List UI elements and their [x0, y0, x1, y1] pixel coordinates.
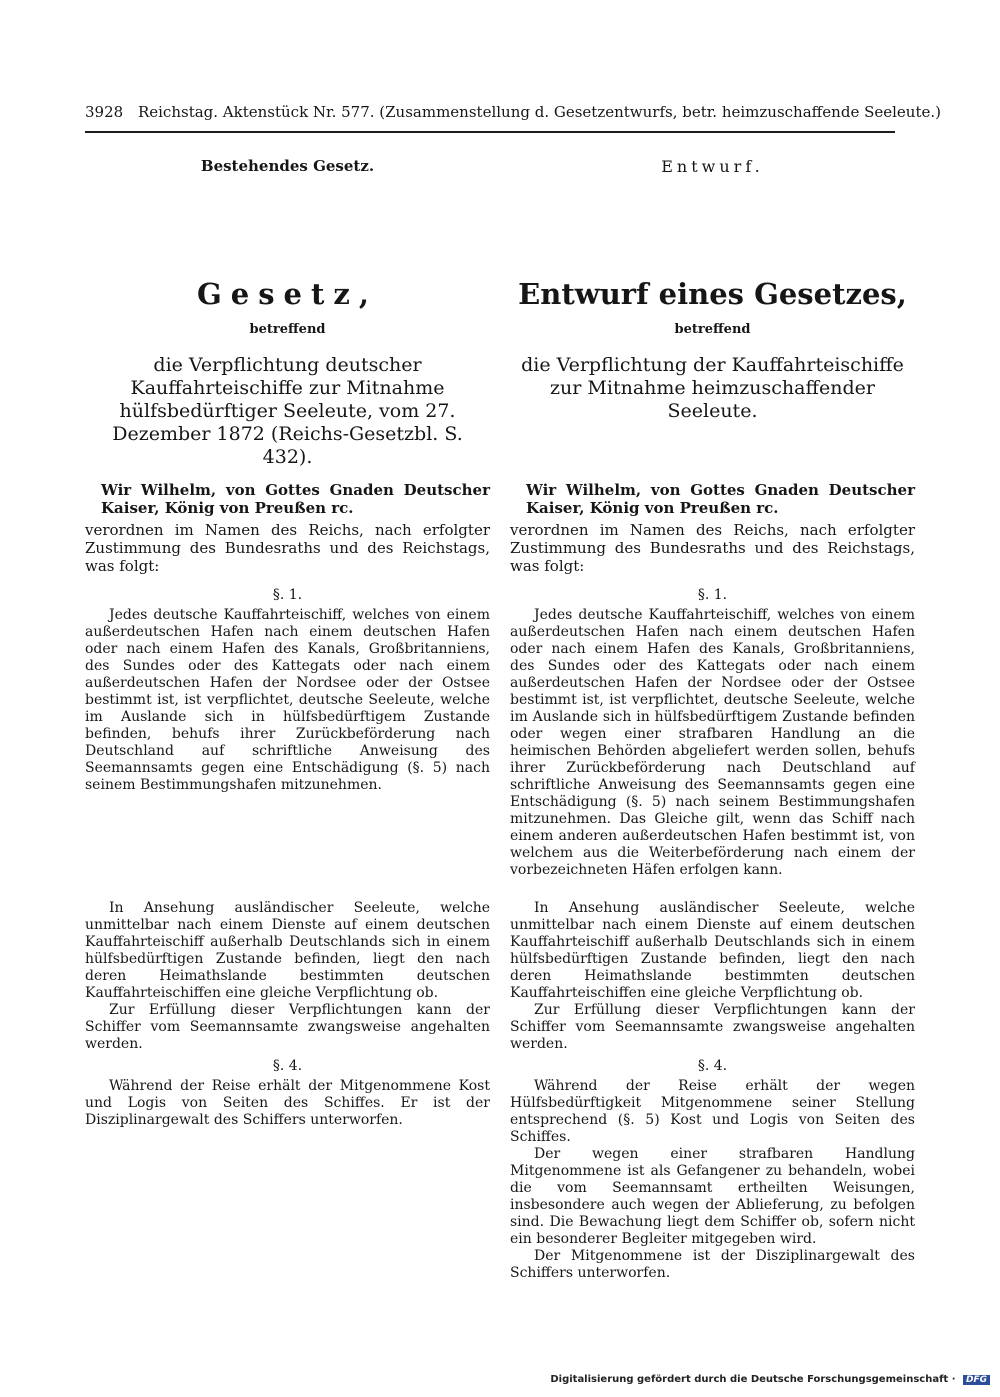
right-sec4-heading: §. 4. — [697, 1058, 728, 1074]
credit-text: Digitalisierung gefördert durch die Deutsche Forschungsgemeinschaft · — [550, 1374, 956, 1385]
right-sec4-paragraph-1: Während der Reise erhält der wegen Hülfsbedürftigkeit Mitgenommene seiner Stellung entsprechend (§. 5) Kost und Logis von Seiten des Schiffes. — [510, 1078, 915, 1145]
right-sec1-body-2 — [510, 900, 915, 1053]
right-sec1-heading: §. 1. — [697, 587, 728, 603]
left-sec4-paragraph-1: Während der Reise erhält der Mitgenommene Kost und Logis von Seiten des Schiffes. Er ist der Disziplinargewalt des Schiffers unterworfen. — [85, 1078, 490, 1128]
left-preamble-first: Wir Wilhelm, von Gottes Gnaden Deutscher Kaiser, König von Preußen rc. — [101, 481, 490, 517]
right-sec4-paragraph-2: Der wegen einer strafbaren Handlung Mitgenommene ist als Gefangener zu behandeln, wobei die vom Seemannsamt ertheilten Weisungen, insbesondere auch wegen der Ablieferung, zu befolgen sind. Die Bewachung liegt dem Schiffer ob, sofern nicht ein besonderer Begleiter mitgegeben wird. — [510, 1146, 915, 1247]
right-betreffend: betreffend — [674, 322, 751, 337]
left-sec1-body — [85, 607, 490, 794]
left-betreffend: betreffend — [249, 322, 326, 337]
left-title: Gesetz, — [197, 277, 378, 311]
left-sec4-heading: §. 4. — [272, 1058, 303, 1074]
right-sec1-paragraph-3: Zur Erfüllung dieser Verpflichtungen kann der Schiffer vom Seemannsamte zwangsweise angehalten werden. — [510, 1002, 915, 1052]
left-sec1-body-2 — [85, 900, 490, 1053]
right-column-heading: Entwurf. — [661, 157, 764, 176]
right-preamble — [510, 481, 915, 575]
running-header — [85, 103, 941, 121]
page-number: 3928 — [85, 103, 124, 121]
right-title: Entwurf eines Gesetzes, — [518, 277, 907, 311]
right-sec1-paragraph-2: In Ansehung ausländischer Seeleute, welche unmittelbar nach einem Dienste auf einem deutschen Kauffahrteischiff außerhalb Deutschlands sich in einem hülfsbedürftigen Zustande befinden, liegt den nach deren Heimathslande bestimmten deutschen Kauffahrteischiffen eine gleiche Verpflichtung ob. — [510, 900, 915, 1001]
right-preamble-second: verordnen im Namen des Reichs, nach erfolgter Zustimmung des Bundesraths und des Reichstags, was folgt: — [510, 521, 915, 575]
right-sec1-paragraph-1: Jedes deutsche Kauffahrteischiff, welches von einem außerdeutschen Hafen nach einem deutschen Hafen oder nach einem Hafen des Kanals, Großbritanniens, des Sundes oder des Kattegats oder nach einem außerdeutschen Hafen der Nordsee oder der Ostsee bestimmt ist, ist verpflichtet, deutsche Seeleute, welche im Auslande sich in hülfsbedürftigem Zustande befinden oder wegen einer strafbaren Handlung an die heimischen Behörden abgeliefert werden sollen, behufs ihrer Zurückbeförderung nach Deutschland auf schriftliche Anweisung des Seemannsamts gegen eine Entschädigung (§. 5) nach seinem Bestimmungshafen mitzunehmen. Das Gleiche gilt, wenn das Schiff nach einem anderen außerdeutschen Hafen bestimmt ist, von welchem aus die Weiterbeförderung nach einem der vorbezeichneten Häfen erfolgen kann. — [510, 607, 915, 878]
right-sec4-paragraph-3: Der Mitgenommene ist der Disziplinargewalt des Schiffers unterworfen. — [510, 1248, 915, 1281]
header-text: Reichstag. Aktenstück Nr. 577. (Zusammenstellung d. Gesetzentwurfs, betr. heimzuschaffende Seeleute.) — [137, 103, 941, 121]
right-sec4-body — [510, 1078, 915, 1282]
left-sec1-paragraph-1: Jedes deutsche Kauffahrteischiff, welches von einem außerdeutschen Hafen nach einem deutschen Hafen oder nach einem Hafen des Kanals, Großbritanniens, des Sundes oder des Kattegats oder nach einem außerdeutschen Hafen der Nordsee oder der Ostsee bestimmt ist, ist verpflichtet, deutsche Seeleute, welche im Auslande sich in hülfsbedürftigem Zustande befinden, behufs ihrer Zurückbeförderung nach Deutschland auf schriftliche Anweisung des Seemannsamts gegen eine Entschädigung (§. 5) nach seinem Bestimmungshafen mitzunehmen. — [85, 607, 490, 793]
left-column-heading: Bestehendes Gesetz. — [200, 157, 375, 175]
header-rule — [85, 131, 895, 133]
left-subject: die Verpflichtung deutscher Kauffahrteischiffe zur Mitnahme hülfsbedürftiger Seeleute, vom 27. Dezember 1872 (Reichs-Gesetzbl. S. 432). — [112, 354, 463, 468]
left-sec1-paragraph-3: Zur Erfüllung dieser Verpflichtungen kann der Schiffer vom Seemannsamte zwangsweise angehalten werden. — [85, 1002, 490, 1052]
right-subject: die Verpflichtung der Kauffahrteischiffe zur Mitnahme heimzuschaffender Seeleute. — [521, 354, 904, 422]
left-sec1-paragraph-2: In Ansehung ausländischer Seeleute, welche unmittelbar nach einem Dienste auf einem deutschen Kauffahrteischiff außerhalb Deutschlands sich in einem hülfsbedürftigen Zustande befinden, liegt den nach deren Heimathslande bestimmten deutschen Kauffahrteischiffen eine gleiche Verpflichtung ob. — [85, 900, 490, 1001]
digitization-credit — [550, 1374, 990, 1385]
left-preamble — [85, 481, 490, 575]
left-sec1-heading: §. 1. — [272, 587, 303, 603]
left-preamble-second: verordnen im Namen des Reichs, nach erfolgter Zustimmung des Bundesraths und des Reichstags, was folgt: — [85, 521, 490, 575]
right-sec1-body — [510, 607, 915, 879]
right-preamble-first: Wir Wilhelm, von Gottes Gnaden Deutscher Kaiser, König von Preußen rc. — [526, 481, 915, 517]
left-sec4-body — [85, 1078, 490, 1129]
dfg-logo-icon: DFG — [963, 1375, 990, 1385]
